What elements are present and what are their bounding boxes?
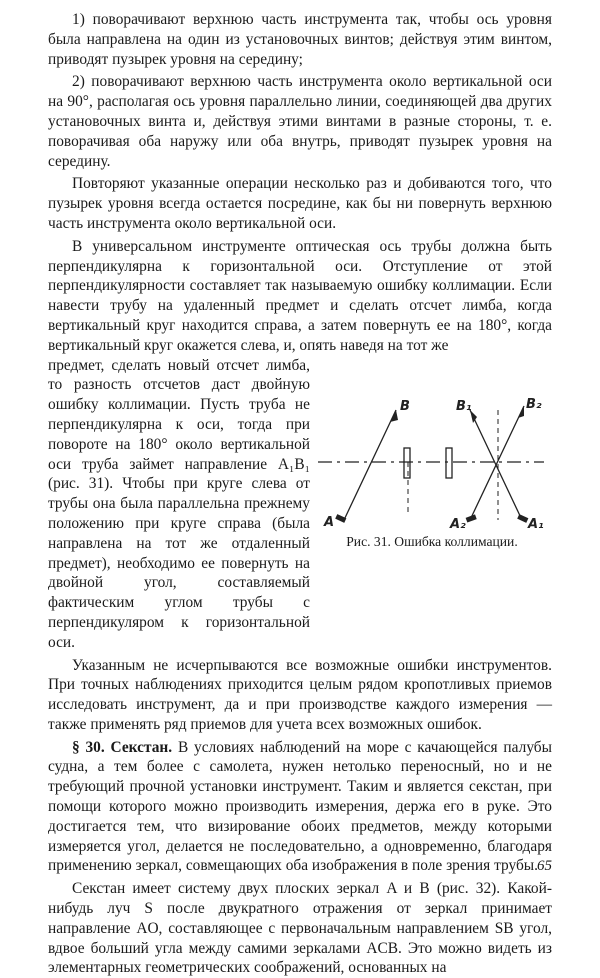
left-tube-line (344, 410, 396, 520)
label-right-top-right: B₂ (526, 396, 542, 412)
right-base-mark-1 (466, 514, 477, 522)
label-right-top-left: B₁ (456, 398, 472, 414)
figure-31 (316, 380, 548, 552)
paragraph-repeat: Повторяют указанные операции несколько раз и добиваются того, что пузырек уровня всегда остается посредине, как бы ни повернуть верхнюю часть инструмента около вертикальной оси. (48, 175, 552, 232)
left-lens (404, 448, 410, 478)
paragraph-collimation: В универсальном инструменте оптическая ось трубы должна быть перпендикулярна к горизонтальной оси. Отступление от этой перпендикулярности составляет так называемую ошибку коллимации. Если навести трубу на удаленный предмет и сделать отсчет лимба, когда вертикальный круг находится справа, а затем повернуть ее на 180°, когда вертикальный круг окажется слева, и, опять наведя на тот же (48, 237, 552, 354)
paragraph-sextant-text: В условиях наблюдений на море с качающейся палубы судна, а тем более с самолета, нужен нетолько переносный, но и не требующий прочной установки инструмент. Таким и является секстан, при помощи которого можно производить измерения, держа его в руке. Это достигается тем, что визирование обоих предметов, между которыми измеряется угол, делается не последовательно, а одновременно, благодаря применению зеркал, совмещающих оба изображения в поле зрения трубы. (48, 738, 552, 875)
right-tube-line-2 (470, 406, 524, 520)
page-number: 65 (537, 858, 552, 875)
right-base-mark-2 (517, 514, 528, 523)
paragraph-collimation-continued: предмет, сделать новый отсчет лимба, то разность отсчетов даст двойную ошибку коллимации. Пусть труба не перпендикулярна к оси, тогда при повороте на 180° около вертикальной оси труба займет направление A₁B₁ (рис. 31). Чтобы при круге слева от трубы она была параллельна прежнему положению при круге справа (была направлена на тот же отдаленный предмет), необходимо ее повернуть на двойной угол, составляемый фактическим углом трубы с перпендикуляром к горизонтальной оси. (48, 356, 310, 651)
paragraph-errors: Указанным не исчерпываются все возможные ошибки инструментов. При точных наблюдениях приходится целым рядом кропотливых приемов исследовать инструмент, да и при производстве каждого измерения — также применять ряд приемов для учета всех возможных ошибок. (48, 656, 552, 733)
paragraph-step-1: 1) поворачивают верхнюю часть инструмента так, чтобы ось уровня была направлена на один из установочных винтов; действуя этим винтом, приводят пузырек уровня на середину; (48, 11, 552, 68)
label-right-bottom-right: A₁ (528, 516, 544, 530)
paragraph-sextant-mirrors: Секстан имеет систему двух плоских зеркал A и B (рис. 32). Какой-нибудь луч S после двукратного отражения от зеркал принимает направление AO, составляющее с первоначальным направлением SB угол, вдвое больший угла между самими зеркалами ACB. Это можно видеть из элементарных геометрических соображений, основанных на (48, 880, 552, 977)
paragraph-sextant (48, 738, 552, 877)
left-base-mark (335, 514, 346, 523)
figure-31-caption: Рис. 31. Ошибка коллимации. (346, 533, 518, 549)
right-lens (446, 448, 452, 478)
label-left-bottom: A (324, 514, 335, 530)
label-right-bottom-left: A₂ (450, 516, 466, 530)
paragraph-step-2: 2) поворачивают верхнюю часть инструмента около вертикальной оси на 90°, располагая ось уровня параллельно линии, соединяющей два других установочных винта и, действуя этими винтами в разные стороны, т. е. поворачивая оба наружу или оба внутрь, приводят пузырек уровня на середину. (48, 73, 552, 170)
section-heading: § 30. Секстан. (72, 738, 173, 756)
collimation-diagram (316, 380, 548, 530)
left-arrowhead (390, 410, 398, 422)
collimation-wrap-block (48, 356, 552, 653)
label-left-top: B (400, 398, 410, 414)
